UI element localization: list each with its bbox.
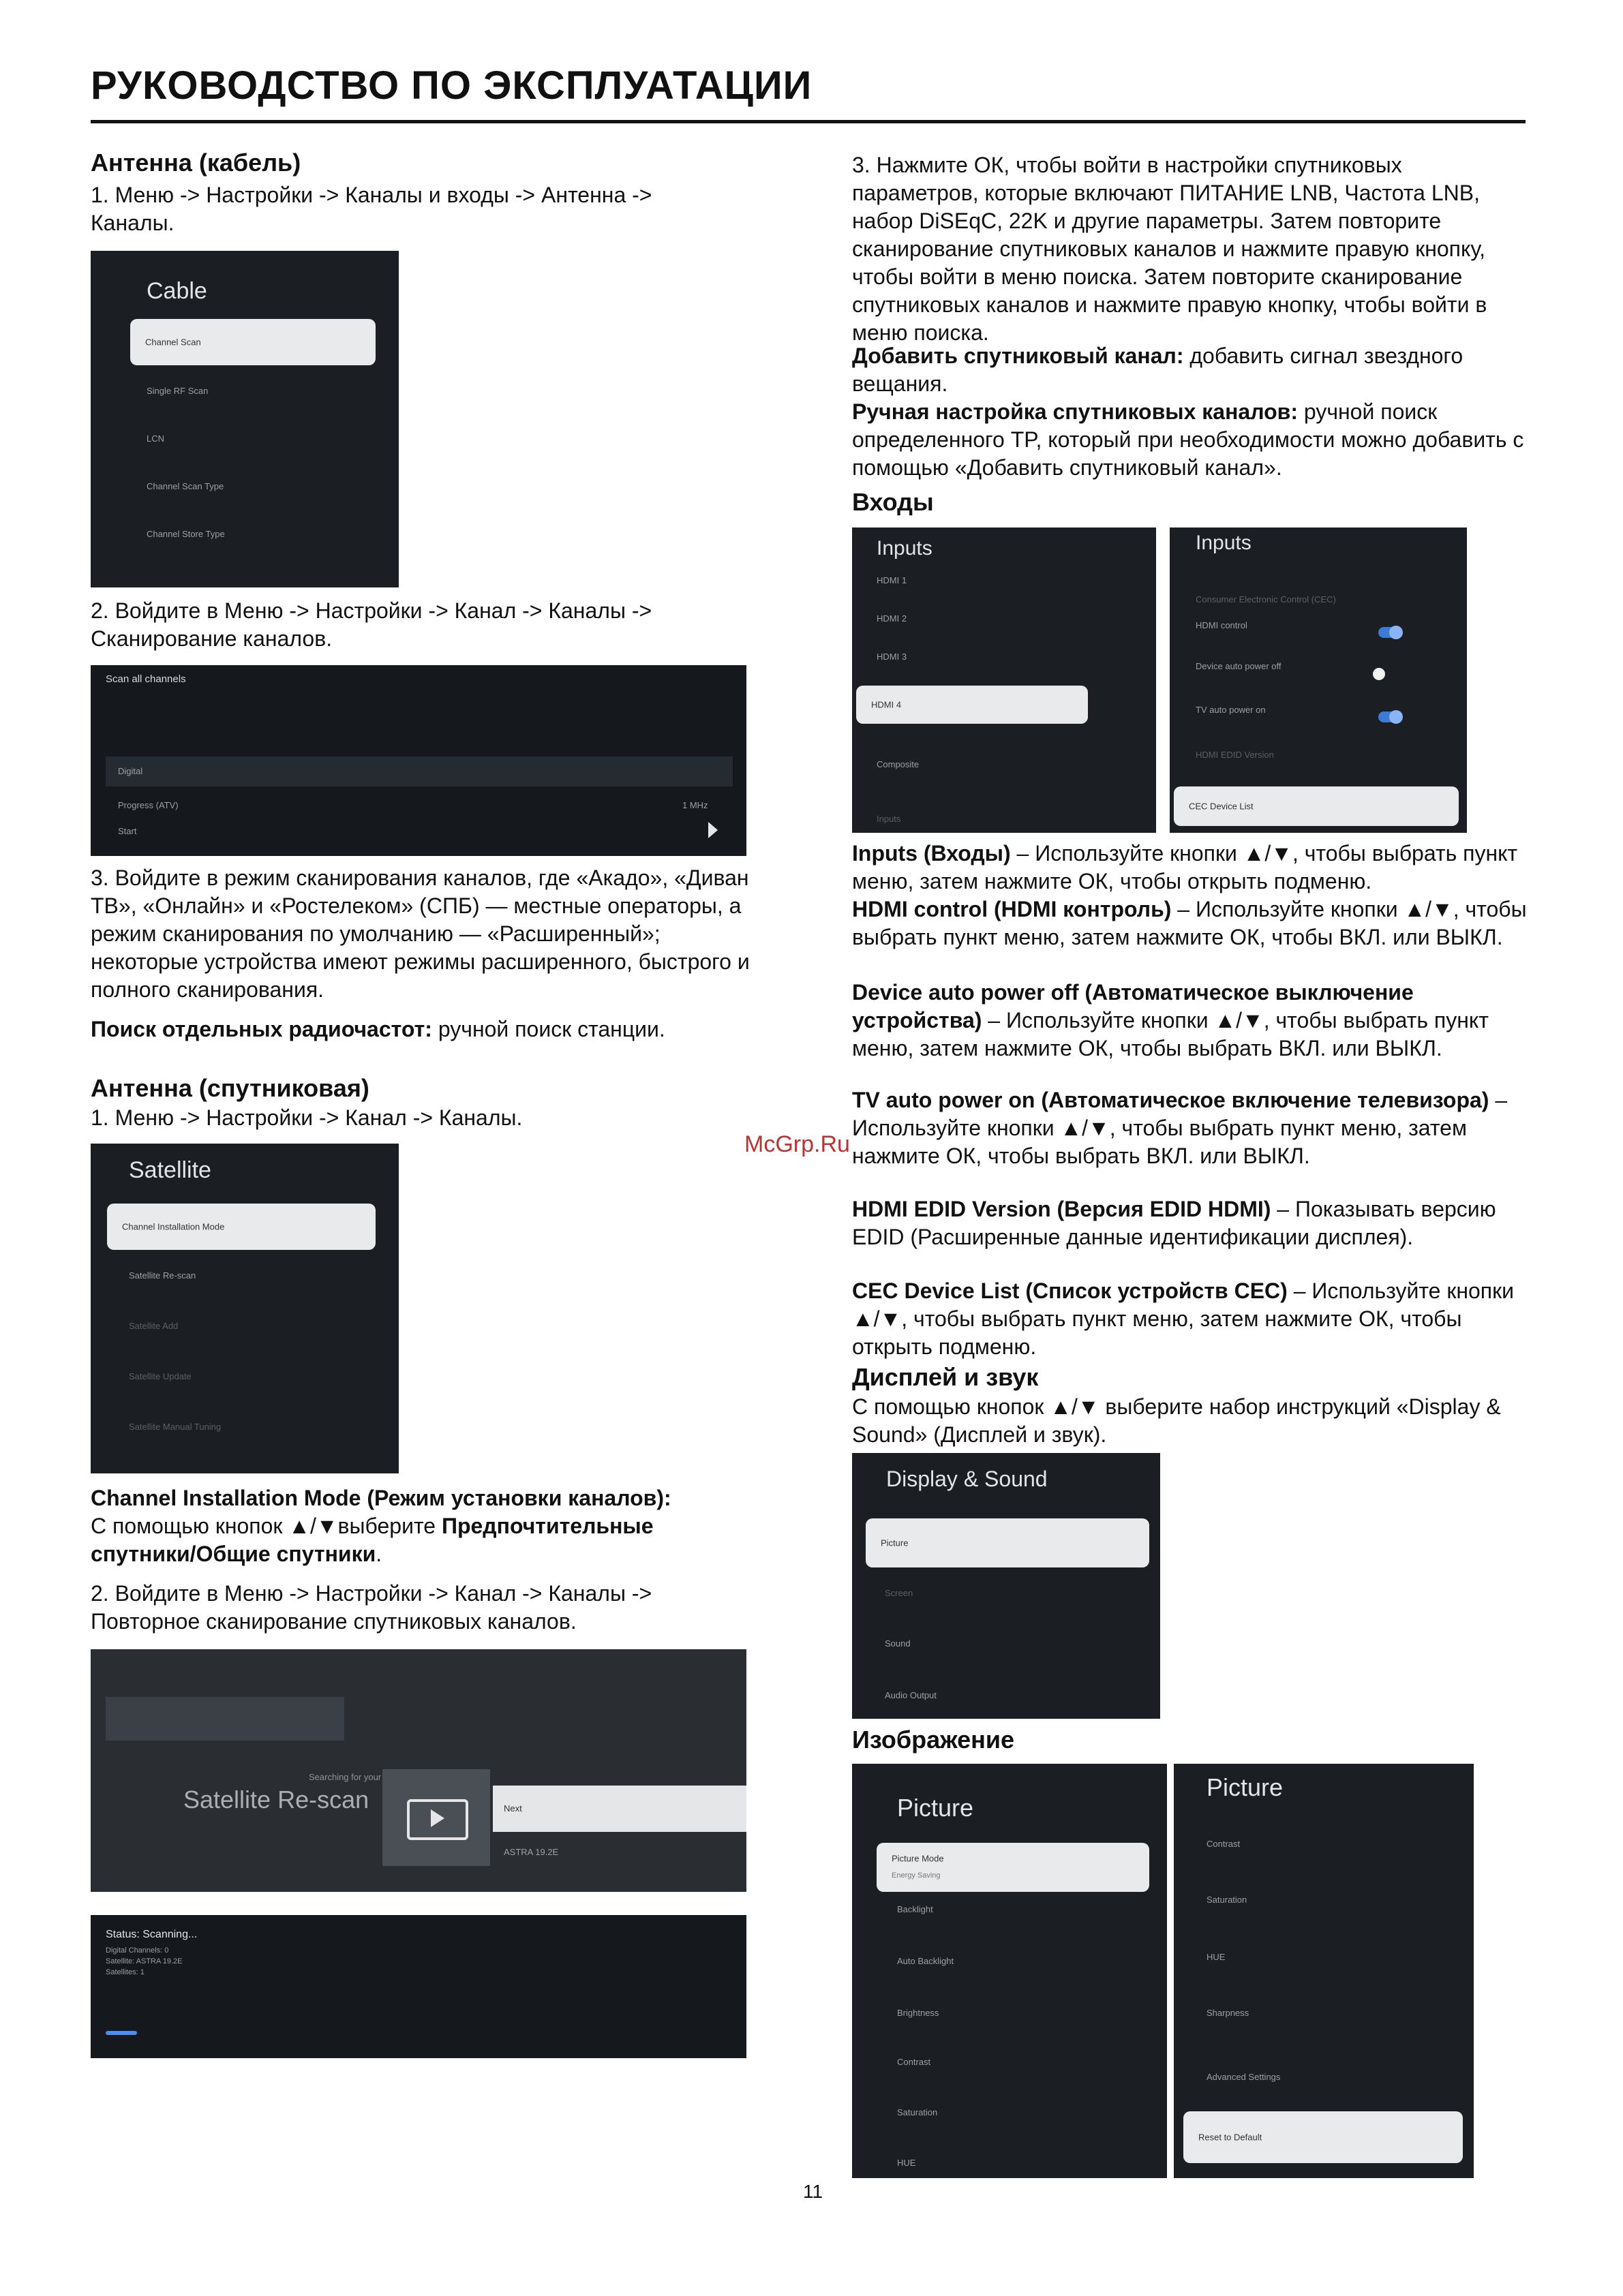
hdmi-control-description [852, 896, 1527, 951]
picture-settings-title: Picture [1207, 1773, 1284, 1801]
satellite-item: Satellite Add [129, 1321, 179, 1331]
scan-start-label: Start [118, 826, 137, 836]
watermark: McGrp.Ru [744, 1131, 850, 1157]
cable-item: Channel Store Type [147, 529, 225, 539]
tv-on-description [852, 1086, 1527, 1170]
cable-item: Single RF Scan [147, 386, 209, 396]
inputs-heading: Входы [852, 488, 934, 516]
cable-step3: 3. Войдите в режим сканирования каналов, где «Акадо», «Диван ТВ», «Онлайн» и «Ростелеком» (СПБ) — местные операторы, а режим сканирования по умолчанию — «Расширенный»; некоторые устройства имеют режимы расширенного, быстрого и полного сканирования. [91, 866, 750, 1002]
manual-text: ручной поиск определенного TP, который при необходимости можно добавить с помощью «Добавить спутниковый канал». [852, 399, 1524, 480]
manual-paragraph [852, 398, 1527, 482]
tv-on-toggle [1378, 711, 1401, 722]
cable-step1: 1. Меню -> Настройки -> Каналы и входы -> Антенна -> Каналы. [91, 183, 652, 235]
install-mode-end: . [376, 1542, 382, 1566]
inputs-item: HDMI 3 [877, 652, 907, 662]
display-item: Screen [885, 1588, 913, 1598]
single-freq-text: ручной поиск станции. [431, 1017, 665, 1041]
inputs-setting: Device auto power off [1196, 661, 1281, 671]
scan-row-label: Digital [118, 766, 143, 776]
sat-step2: 2. Войдите в Меню -> Настройки -> Канал -> Каналы -> Повторное сканирование спутниковых каналов. [91, 1581, 652, 1634]
inputs-setting: HDMI EDID Version [1196, 750, 1274, 760]
satellite-selected-item: Channel Installation Mode [107, 1204, 376, 1250]
inputs-setting: HDMI control [1196, 620, 1247, 630]
picture-setting: HUE [1207, 1952, 1226, 1962]
install-mode-label: Channel Installation Mode (Режим установки каналов): [91, 1486, 671, 1510]
title-divider [91, 120, 1526, 123]
display-item: Sound [885, 1638, 911, 1649]
single-freq-label: Поиск отдельных радиочастот: [91, 1017, 432, 1041]
page-title: РУКОВОДСТВО ПО ЭКСПЛУАТАЦИИ [91, 63, 813, 108]
satellite-item: Satellite Manual Tuning [129, 1422, 222, 1432]
rescan-selected-option [493, 1786, 746, 1832]
status-line: Status: Scanning... [106, 1929, 198, 1940]
install-mode-text: С помощью кнопок ▲/▼выберите [91, 1514, 442, 1538]
add-sat-paragraph [852, 342, 1527, 398]
picture-item: Auto Backlight [897, 1956, 954, 1966]
device-off-toggle [1373, 668, 1385, 680]
picture-settings-selected: Reset to Default [1183, 2111, 1463, 2163]
cec-description [852, 1277, 1527, 1361]
hdmi-control-toggle [1378, 627, 1401, 638]
scan-progress-bar [106, 2031, 137, 2035]
cec-text: – Используйте кнопки ▲/▼, чтобы выбрать пункт меню, затем нажмите ОК, чтобы открыть подменю. [852, 1279, 1514, 1359]
inputs-item: HDMI 1 [877, 575, 907, 585]
inputs-menu-screenshot [852, 527, 1156, 833]
tv-tile [382, 1769, 490, 1866]
rescan-screenshot [91, 1649, 746, 1892]
manual-label: Ручная настройка спутниковых каналов: [852, 399, 1298, 424]
picture-menu-screenshot [852, 1764, 1167, 2178]
scan-row-label: Progress (ATV) [118, 800, 179, 810]
antenna-cable-heading: Антенна (кабель) [91, 149, 301, 177]
picture-item: HUE [897, 2158, 916, 2168]
inputs-settings-screenshot [1170, 527, 1467, 833]
inputs-setting: Consumer Electronic Control (CEC) [1196, 594, 1336, 604]
hdmi-control-text: – Используйте кнопки ▲/▼, чтобы выбрать пункт меню, затем нажмите ОК, чтобы ВКЛ. или ВЫКЛ. [852, 897, 1527, 949]
picture-menu-title: Picture [897, 1794, 974, 1822]
sat-step3: 3. Нажмите ОК, чтобы войти в настройки спутниковых параметров, которые включают ПИТАНИЕ LNB, Частота LNB, набор DiSEqC, 22K и другие параметры. Затем повторите сканирование спутниковых каналов и нажмите правую кнопку, чтобы войти в меню поиска. Затем повторите сканирование спутниковых каналов и нажмите правую кнопку, чтобы войти в меню поиска. [852, 153, 1487, 345]
sat-step1: 1. Меню -> Настройки -> Канал -> Каналы. [91, 1105, 523, 1130]
inputs-selected-item: HDMI 4 [856, 686, 1088, 724]
picture-heading: Изображение [852, 1726, 1015, 1754]
add-sat-text: добавить сигнал звездного вещания. [852, 343, 1463, 396]
picture-setting: Sharpness [1207, 2008, 1249, 2018]
status-line: Digital Channels: 0 [106, 1946, 169, 1955]
rescan-option: Next [504, 1803, 522, 1813]
antenna-sat-heading: Антенна (спутниковая) [91, 1074, 369, 1102]
picture-selected-item: Picture Mode Energy Saving [877, 1843, 1149, 1892]
edid-description [852, 1195, 1527, 1251]
tv-on-text: – Используйте кнопки ▲/▼, чтобы выбрать пункт меню, затем нажмите ОК, чтобы выбрать ВКЛ. или ВЫКЛ. [852, 1088, 1508, 1168]
inputs-label: Inputs (Входы) [852, 841, 1011, 866]
tv-on-label: TV auto power on (Автоматическое включение телевизора) [852, 1088, 1489, 1112]
picture-item: Brightness [897, 2008, 939, 2018]
display-item: Audio Output [885, 1690, 937, 1700]
play-arrow-icon [708, 822, 718, 838]
play-icon [431, 1809, 444, 1827]
rescan-option: ASTRA 19.2E [504, 1847, 559, 1857]
picture-setting: Contrast [1207, 1839, 1241, 1849]
display-heading: Дисплей и звук [852, 1363, 1039, 1391]
display-sound-screenshot [852, 1453, 1160, 1719]
inputs-description [852, 840, 1527, 896]
install-mode-paragraph [91, 1484, 759, 1568]
rescan-small-caption: Searching for your [309, 1772, 382, 1782]
picture-setting: Saturation [1207, 1895, 1247, 1905]
device-off-label: Device auto power off (Автоматическое выключение устройства) [852, 980, 1414, 1032]
inputs-settings-title: Inputs [1196, 532, 1252, 554]
edid-text: – Показывать версию EDID (Расширенные данные идентификации дисплея). [852, 1197, 1496, 1249]
cable-step2: 2. Войдите в Меню -> Настройки -> Канал -> Каналы -> Сканирование каналов. [91, 598, 652, 651]
scan-row-value: 1 MHz [682, 800, 708, 810]
scan-screenshot [91, 665, 746, 856]
cable-menu-title: Cable [147, 278, 207, 304]
status-line: Satellite: ASTRA 19.2E [106, 1957, 183, 1965]
inputs-setting: TV auto power on [1196, 705, 1266, 715]
inputs-item: Inputs [877, 814, 901, 824]
satellite-item: Satellite Update [129, 1371, 192, 1381]
cable-menu-screenshot [91, 251, 399, 587]
scan-title: Scan all channels [106, 673, 186, 685]
inputs-item: HDMI 2 [877, 613, 907, 624]
picture-setting: Advanced Settings [1207, 2072, 1281, 2082]
device-off-description [852, 979, 1527, 1062]
inputs-menu-title: Inputs [877, 537, 932, 560]
picture-settings-screenshot [1174, 1764, 1474, 2178]
inputs-text: – Используйте кнопки ▲/▼, чтобы выбрать пункт меню, затем нажмите ОК, чтобы открыть подменю. [852, 841, 1518, 893]
cable-selected-item: Channel Scan [130, 319, 376, 365]
page-number: 11 [803, 2181, 823, 2202]
edid-label: HDMI EDID Version (Версия EDID HDMI) [852, 1197, 1271, 1221]
satellite-menu-title: Satellite [129, 1157, 211, 1183]
satellite-item: Satellite Re-scan [129, 1270, 196, 1281]
display-sound-title: Display & Sound [886, 1467, 1048, 1491]
rescan-bg-block [106, 1697, 344, 1741]
scan-progress-row [106, 756, 733, 786]
picture-item: Saturation [897, 2107, 938, 2117]
add-sat-label: Добавить спутниковый канал: [852, 343, 1184, 368]
cable-item: Channel Scan Type [147, 481, 224, 491]
picture-mode-value: Energy Saving [892, 1871, 941, 1880]
satellite-menu-screenshot [91, 1144, 399, 1473]
device-off-text: – Используйте кнопки ▲/▼, чтобы выбрать пункт меню, затем нажмите ОК, чтобы выбрать ВКЛ. или ВЫКЛ. [852, 1008, 1489, 1060]
inputs-item: Composite [877, 759, 920, 769]
picture-item: Backlight [897, 1904, 933, 1914]
hdmi-control-label: HDMI control (HDMI контроль) [852, 897, 1172, 921]
cable-item: LCN [147, 433, 165, 444]
display-description: С помощью кнопок ▲/▼ выберите набор инструкций «Display & Sound» (Дисплей и звук). [852, 1394, 1501, 1447]
inputs-settings-selected: CEC Device List [1174, 786, 1459, 826]
display-selected-item: Picture [866, 1518, 1149, 1567]
rescan-caption: Satellite Re-scan [183, 1786, 369, 1813]
status-line: Satellites: 1 [106, 1968, 145, 1976]
single-freq-paragraph [91, 1015, 752, 1043]
cec-label: CEC Device List (Список устройств CEC) [852, 1279, 1288, 1303]
picture-item: Contrast [897, 2057, 931, 2067]
install-mode-bold: Предпочтительные спутники/Общие спутники [91, 1514, 654, 1566]
scan-status-screenshot [91, 1915, 746, 2058]
